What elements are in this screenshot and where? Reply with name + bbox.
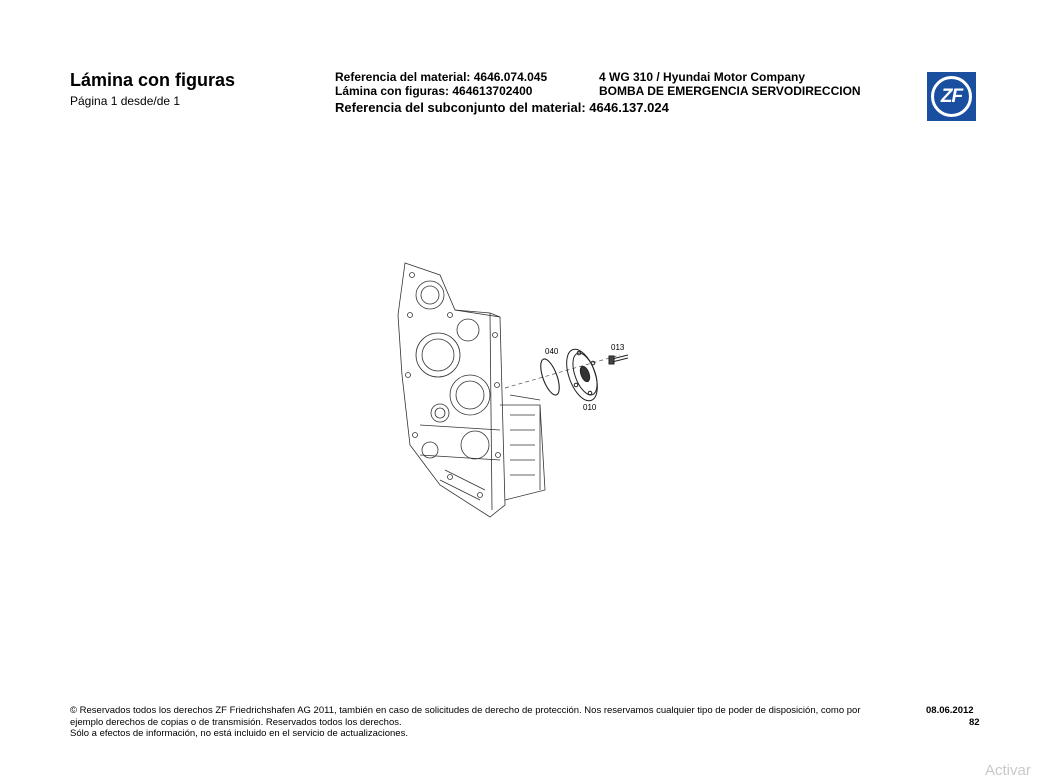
copyright-notice <box>70 705 910 740</box>
plate-reference: Lámina con figuras: 464613702400 <box>335 84 533 98</box>
assembly-axis-line <box>505 355 620 388</box>
o-ring-040 <box>537 357 563 397</box>
zf-logo-text: ZF <box>931 76 972 117</box>
callout-040: 040 <box>545 347 559 356</box>
subassembly-reference: Referencia del subconjunto del material: 4646.137.024 <box>335 100 669 115</box>
activation-watermark: Activar <box>985 762 1031 779</box>
page-title: Lámina con figuras <box>70 70 236 90</box>
bolt-013 <box>609 355 628 364</box>
assembly-name: BOMBA DE EMERGENCIA SERVODIRECCION <box>599 84 861 98</box>
callout-010: 010 <box>583 403 597 412</box>
page-count: Página 1 desde/de 1 <box>70 94 181 108</box>
pump-cover-010 <box>561 345 604 405</box>
copyright-line-2: ejemplo derechos de copias o de transmisión. Reservados todos los derechos. <box>70 716 402 728</box>
document-date: 08.06.2012 <box>926 705 974 716</box>
housing-drawing <box>398 263 545 517</box>
material-reference: Referencia del material: 4646.074.045 <box>335 70 548 84</box>
page-number: 82 <box>969 717 980 728</box>
model-name: 4 WG 310 / Hyundai Motor Company <box>599 70 806 84</box>
copyright-line-1: © Reservados todos los derechos ZF Friedrichshafen AG 2011, también en caso de solicitudes de derecho de protección. Nos reservamos cualquier tipo de poder de disposición, como por <box>70 705 861 716</box>
exploded-parts-drawing <box>380 255 640 535</box>
callout-013: 013 <box>611 343 625 352</box>
copyright-line-3: Sólo a efectos de información, no está incluido en el servicio de actualizaciones. <box>70 728 408 739</box>
zf-logo <box>927 72 976 121</box>
